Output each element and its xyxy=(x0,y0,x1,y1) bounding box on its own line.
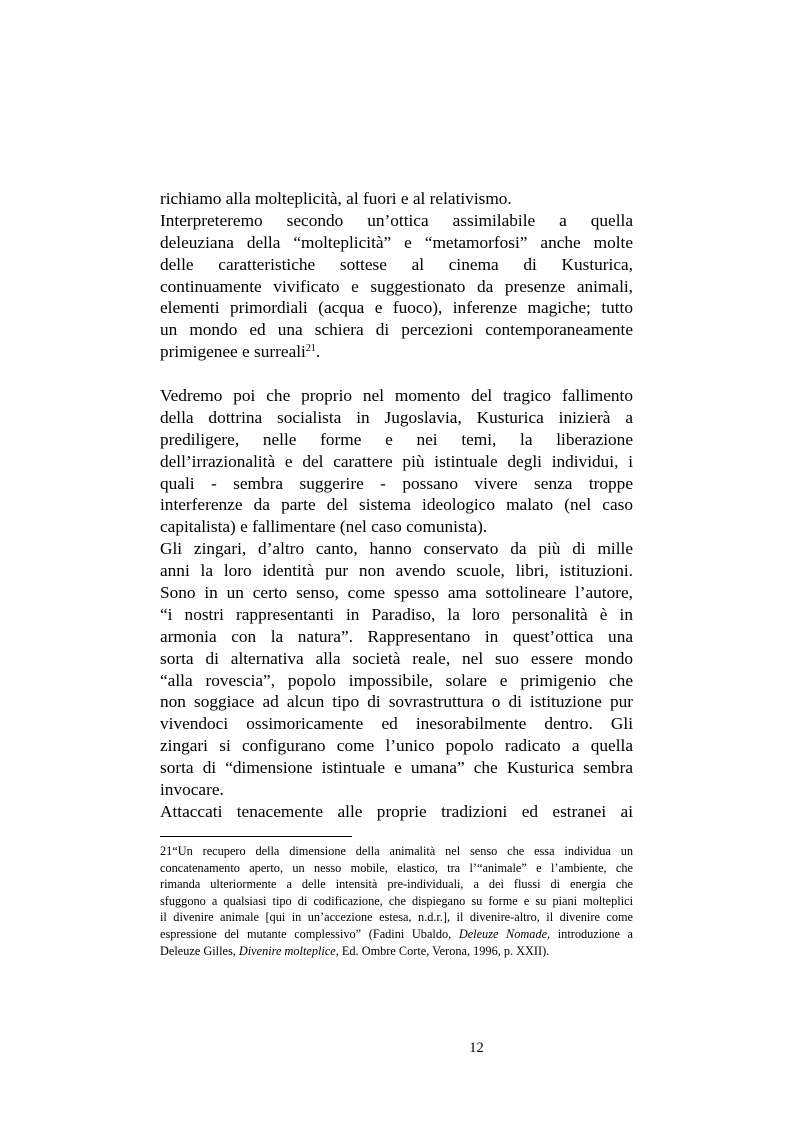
main-text xyxy=(160,188,633,823)
page-number-text: 12 xyxy=(469,1040,484,1056)
footnote-text: espressione del mutante complessivo” (Fadini Ubaldo, xyxy=(160,926,459,941)
footnote-title-italic: Deleuze Nomade, xyxy=(458,926,551,941)
text-line: continuamente vivificato e suggestionato da presenze animali, xyxy=(160,276,633,296)
text-line: “i nostri rappresentanti in Paradiso, la loro personalità è in xyxy=(160,604,633,624)
text-line: della dottrina socialista in Jugoslavia, Kusturica inizierà a xyxy=(160,407,633,427)
text-line: non soggiace ad alcun tipo di sovrastruttura o di istituzione pur xyxy=(160,692,633,712)
text-line: un mondo ed una schiera di percezioni contemporaneamente xyxy=(160,320,633,340)
text-line: anni la loro identità pur non avendo scuole, libri, istituzioni. xyxy=(160,561,633,581)
text-line: delle caratteristiche sottese al cinema di Kusturica, xyxy=(160,254,633,274)
text-line: capitalista) e fallimentare (nel caso comunista). xyxy=(160,517,488,537)
text-line: zingari si configurano come l’unico popolo radicato a quella xyxy=(160,736,633,756)
text-line: vivendoci ossimoricamente ed inesorabilmente dentro. Gli xyxy=(160,714,633,734)
text-line: Attaccati tenacemente alle proprie tradizioni ed estranei ai xyxy=(160,801,633,821)
text-line: dell’irrazionalità e del carattere più istintuale degli individui, i xyxy=(160,451,633,471)
footnote-line: 21“Un recupero della dimensione della animalità nel senso che essa individua un xyxy=(160,844,633,858)
text-line: elementi primordiali (acqua e fuoco), inferenze magiche; tutto xyxy=(160,298,633,318)
footnote xyxy=(160,843,633,959)
text-line: “alla rovescia”, popolo impossibile, solare e primigenio che xyxy=(160,670,633,690)
footnote-line: rimanda ulteriormente a delle intensità pre-individuali, a dei flussi di energia che xyxy=(160,877,633,892)
footnote-text: Ed. Ombre Corte, Verona, 1996, p. XXII). xyxy=(338,943,550,958)
text-line: richiamo alla molteplicità, al fuori e al relativismo. xyxy=(160,189,512,208)
footnote-line xyxy=(160,926,633,943)
blank-line xyxy=(160,363,633,385)
text-line: Interpreteremo secondo un’ottica assimilabile a quella xyxy=(160,210,633,230)
sentence-end: . xyxy=(315,342,321,362)
text-line: prediligere, nelle forme e nei temi, la liberazione xyxy=(160,429,633,449)
text-line: quali - sembra suggerire - possano vivere senza troppe xyxy=(160,473,633,493)
text-line-content: primigenee e surreali xyxy=(160,342,306,362)
footnote-separator xyxy=(160,836,352,837)
text-line: interferenze da parte del sistema ideologico malato (nel caso xyxy=(160,495,633,515)
footnote-reference[interactable]: 21 xyxy=(305,343,316,355)
footnote-title-italic: Divenire molteplice, xyxy=(238,943,339,958)
text-line: sorta di alternativa alla società reale, nel suo essere mondo xyxy=(160,648,633,668)
text-line: armonia con la natura”. Rappresentano in quest’ottica una xyxy=(160,626,633,646)
footnote-text: Deleuze Gilles, xyxy=(160,943,239,958)
text-line-with-footnote xyxy=(160,341,633,363)
page-number xyxy=(0,1040,793,1056)
text-line: Sono in un certo senso, come spesso ama sottolineare l’autore, xyxy=(160,583,633,603)
text-line: Vedremo poi che proprio nel momento del tragico fallimento xyxy=(160,386,633,406)
footnote-line: sfuggono a qualsiasi tipo di codificazione, che dispiegano su forme e su piani molteplici xyxy=(160,893,633,908)
footnote-line: il divenire animale [qui in un’accezione estesa, n.d.r.], il divenire-altro, il divenire come xyxy=(160,910,633,925)
footnote-text: introduzione a xyxy=(550,926,633,941)
text-line: sorta di “dimensione istintuale e umana” che Kusturica sembra xyxy=(160,758,633,778)
footnote-line xyxy=(160,943,633,960)
text-line: deleuziana della “molteplicità” e “metamorfosi” anche molte xyxy=(160,232,633,252)
text-line: Gli zingari, d’altro canto, hanno conservato da più di mille xyxy=(160,539,633,559)
text-line: invocare. xyxy=(160,780,224,800)
footnote-line: concatenamento aperto, un nesso mobile, elastico, tra l’“animale” e l’ambiente, che xyxy=(160,860,633,875)
